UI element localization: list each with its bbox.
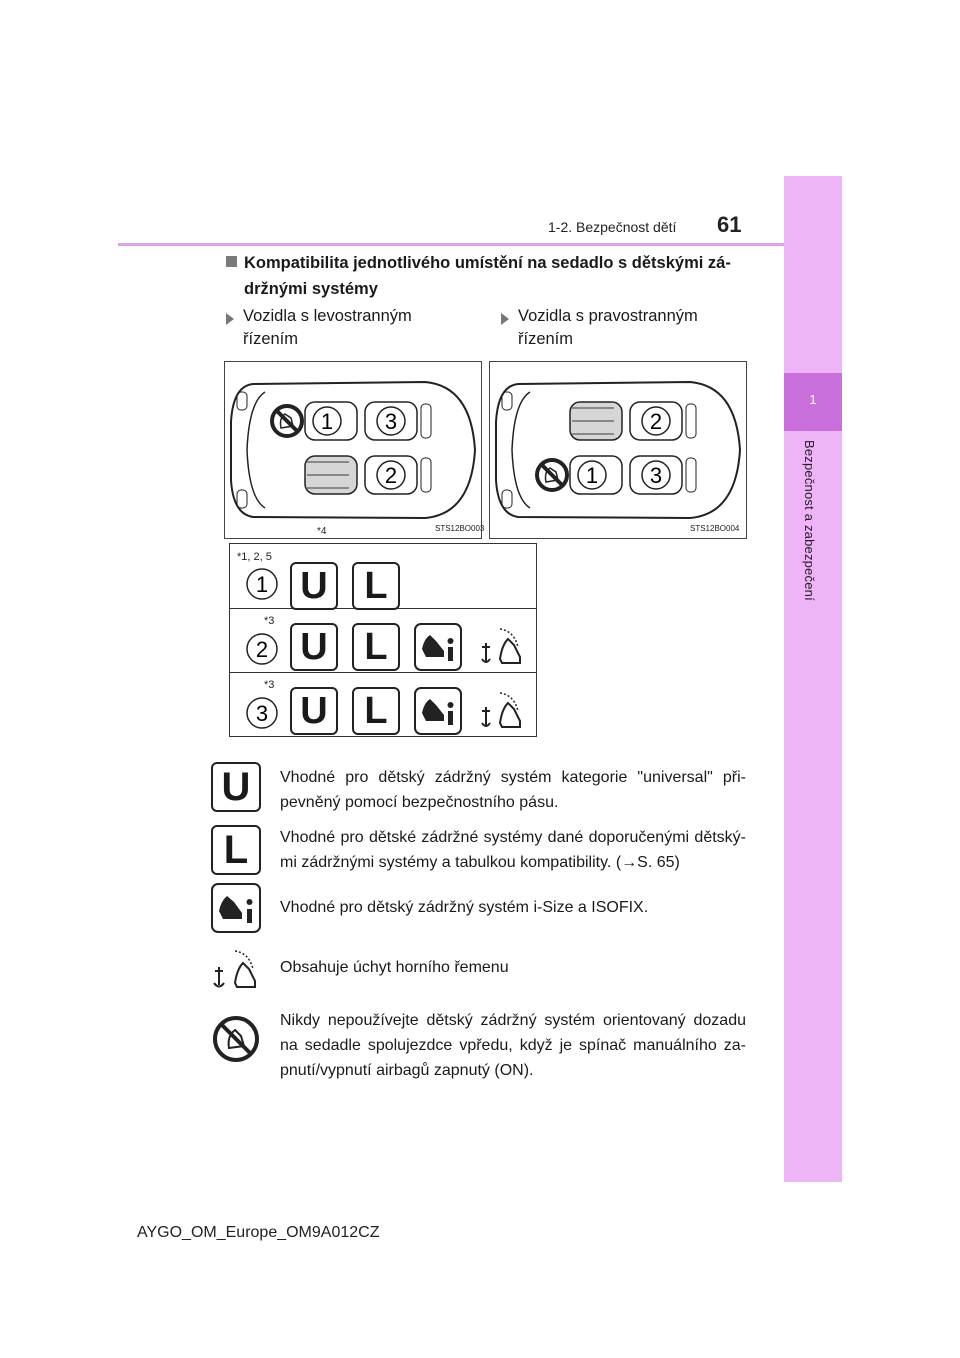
car-topview-left: [225, 362, 481, 538]
legend-no-rear-facing-text: Nikdy nepoužívejte dětský zádržný systém orientovaný dozadu na sedadle spolujezdce vpředu, když je spínač manuálního za- pnutí/vypnutí airbagů zapnutý (ON).: [280, 1012, 746, 1079]
side-tab-label: Bezpečnost a zabezpečení: [802, 440, 817, 601]
lap-l-icon: L: [352, 623, 400, 671]
top-tether-anchor-icon: [478, 687, 526, 735]
svg-text:1: 1: [255, 572, 269, 597]
seat-number-circle-icon: [244, 566, 280, 602]
lap-l-icon: L: [211, 825, 261, 875]
universal-u-icon: U: [211, 762, 261, 812]
seat-number-1: 1: [585, 463, 599, 488]
universal-u-icon: U: [290, 623, 338, 671]
no-rear-facing-seat-icon: [272, 406, 302, 436]
grid-row-seat-1: [230, 544, 536, 608]
car-topview-right: [490, 362, 746, 538]
grid-row-seat-2: [230, 609, 536, 673]
svg-text:2: 2: [255, 637, 269, 662]
seat-number-1: 1: [320, 409, 334, 434]
caption-left-hand-drive: Vozidla s levostranným řízením: [243, 307, 412, 348]
seat-number-2: 2: [384, 463, 398, 488]
seat-number-2: 2: [649, 409, 663, 434]
page-number: 61: [717, 212, 742, 237]
isize-isofix-icon: [414, 623, 462, 671]
seat-number-circle-icon: [244, 631, 280, 667]
svg-text:3: 3: [255, 701, 269, 726]
row-note: *3: [264, 679, 275, 691]
lap-l-icon: L: [352, 562, 400, 610]
side-tab: [784, 176, 842, 1182]
legend-tether-text: Obsahuje úchyt horního řemenu: [280, 959, 509, 976]
top-tether-anchor-icon: [211, 947, 261, 993]
header-rule: [118, 243, 786, 246]
row-note: *1, 2, 5: [237, 551, 272, 563]
figure-left-hand-drive: [224, 361, 485, 539]
no-rear-facing-seat-icon: [211, 1014, 261, 1064]
legend-lap-text: Vhodné pro dětské zádržné systémy dané doporučenými dětský- mi zádržnými systémy a tabulkou kompatibility. (→S. 65): [280, 829, 746, 871]
triangle-bullet-icon: [226, 313, 234, 325]
row-note: *3: [264, 615, 275, 627]
legend-isize-text: Vhodné pro dětský zádržný systém i-Size a ISOFIX.: [280, 899, 649, 916]
document-footer-code: AYGO_OM_Europe_OM9A012CZ: [137, 1224, 380, 1241]
universal-u-icon: U: [290, 562, 338, 610]
grid-row-seat-3: [230, 673, 536, 737]
isize-isofix-icon: [414, 687, 462, 735]
legend-universal-text: Vhodné pro dětský zádržný systém kategorie "universal" při- pevněný pomocí bezpečnostního pásu.: [280, 769, 746, 811]
figure-note-left: *4: [317, 526, 327, 537]
isize-isofix-icon: [211, 883, 261, 933]
heading-bullet-icon: [226, 256, 237, 267]
no-rear-facing-seat-icon: [537, 460, 567, 490]
section-title: 1-2. Bezpečnost dětí: [548, 219, 677, 235]
seat-number-3: 3: [384, 409, 398, 434]
figure-code-right: STS12BO004: [690, 524, 740, 533]
triangle-bullet-icon: [501, 313, 509, 325]
section-heading: Kompatibilita jednotlivého umístění na sedadlo s dětskými zá- držnými systémy: [244, 254, 731, 298]
figure-right-hand-drive: [489, 361, 747, 539]
seat-number-3: 3: [649, 463, 663, 488]
compatibility-grid: [229, 543, 537, 737]
seat-number-circle-icon: [244, 695, 280, 731]
top-tether-anchor-icon: [478, 623, 526, 671]
universal-u-icon: U: [290, 687, 338, 735]
lap-l-icon: L: [352, 687, 400, 735]
side-tab-chapter-number: 1: [809, 392, 817, 407]
figure-code-left: STS12BO003: [435, 524, 485, 533]
caption-right-hand-drive: Vozidla s pravostranným řízením: [518, 307, 698, 348]
